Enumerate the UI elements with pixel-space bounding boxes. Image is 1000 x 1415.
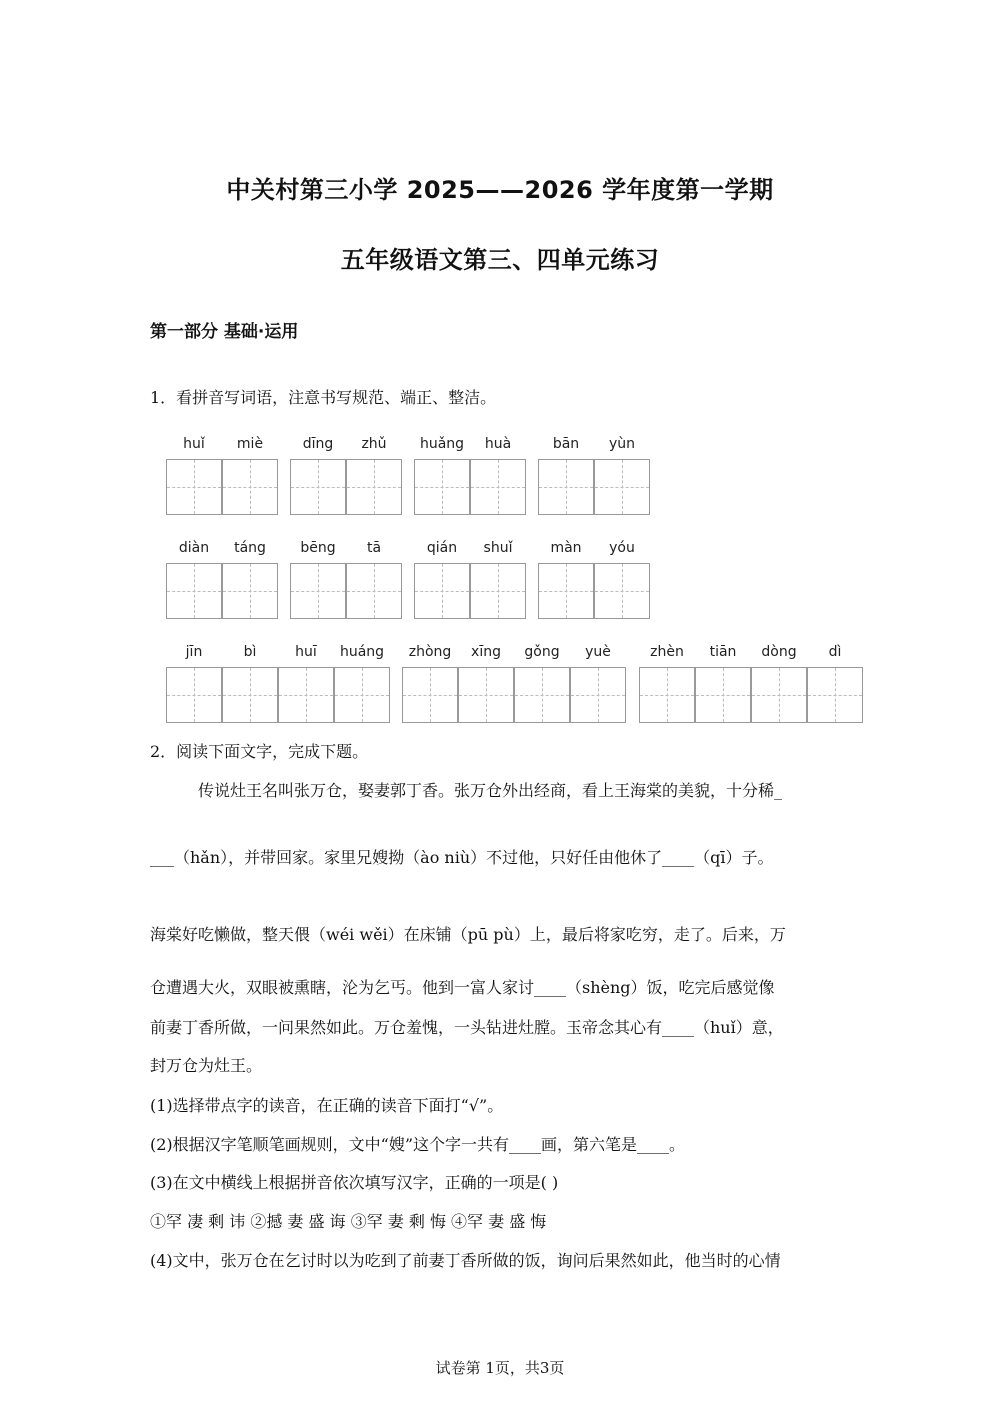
writing-cell[interactable] [470, 563, 526, 619]
writing-cell[interactable] [166, 563, 222, 619]
pinyin-label: dīng [302, 436, 334, 452]
pinyin-label: yóu [609, 540, 635, 556]
writing-cell[interactable] [751, 667, 807, 723]
pinyin-label: zhòng [408, 644, 452, 660]
pinyin-label: huà [484, 436, 512, 452]
writing-cell[interactable] [346, 459, 402, 515]
word-box-group [402, 644, 626, 723]
pinyin-label: zhèn [650, 644, 684, 660]
pinyin-label: huī [295, 644, 317, 660]
pinyin-label: huǎng [419, 436, 465, 452]
pinyin-label: bì [243, 644, 257, 660]
pinyin-label: dòng [761, 644, 797, 660]
pinyin-label: tiān [709, 644, 737, 660]
pinyin-label: táng [234, 540, 266, 556]
passage-line: ___（hǎn），并带回家。家里兄嫂拗（ào niù）不过他，只好任由他休了____（qī）子。 [150, 848, 774, 867]
writing-cell[interactable] [695, 667, 751, 723]
word-box-group [290, 540, 402, 619]
writing-cell[interactable] [290, 459, 346, 515]
writing-cell[interactable] [470, 459, 526, 515]
pinyin-label: jīn [185, 644, 203, 660]
word-box-group [414, 540, 526, 619]
passage-line: 海棠好吃懒做，整天偎（wéi wěi）在床铺（pū pù）上，最后将家吃穷，走了。后来，万 [150, 925, 786, 944]
writing-cell[interactable] [538, 459, 594, 515]
passage-line: 传说灶王名叫张万仓，娶妻郭丁香。张万仓外出经商，看上王海棠的美貌，十分稀_ [198, 781, 783, 800]
writing-cell[interactable] [414, 459, 470, 515]
pinyin-label: huáng [339, 644, 385, 660]
question-2-prompt: 2．阅读下面文字，完成下题。 [150, 742, 369, 761]
pinyin-label: yuè [585, 644, 611, 660]
pinyin-label: bēng [300, 540, 336, 556]
writing-cell[interactable] [538, 563, 594, 619]
pinyin-label: gǒng [524, 644, 560, 660]
passage-line: 仓遭遇大火，双眼被熏瞎，沦为乞丐。他到一富人家讨____（shèng）饭，吃完后感觉像 [150, 978, 775, 997]
writing-cell[interactable] [414, 563, 470, 619]
writing-cell[interactable] [222, 563, 278, 619]
writing-cell[interactable] [594, 563, 650, 619]
pinyin-label: tā [366, 540, 382, 556]
pinyin-label: zhǔ [361, 436, 387, 452]
pinyin-label: huǐ [183, 436, 205, 452]
pinyin-label: bān [552, 436, 580, 452]
writing-cell[interactable] [514, 667, 570, 723]
writing-cell[interactable] [334, 667, 390, 723]
writing-cell[interactable] [222, 667, 278, 723]
writing-cell[interactable] [278, 667, 334, 723]
writing-cell[interactable] [570, 667, 626, 723]
writing-cell[interactable] [458, 667, 514, 723]
word-box-group [166, 540, 278, 619]
writing-cell[interactable] [166, 667, 222, 723]
writing-cell[interactable] [166, 459, 222, 515]
word-box-group [166, 644, 390, 723]
subquestion-3: (3)在文中横线上根据拼音依次填写汉字，正确的一项是( ) [150, 1173, 559, 1192]
question-1-prompt: 1．看拼音写词语，注意书写规范、端正、整洁。 [150, 388, 497, 407]
passage-line: 前妻丁香所做，一问果然如此。万仓羞愧，一头钻进灶膛。玉帝念其心有____（huǐ）意， [150, 1018, 784, 1037]
writing-cell[interactable] [594, 459, 650, 515]
word-box-group [538, 436, 650, 515]
pinyin-label: qián [426, 540, 458, 556]
word-box-group [639, 644, 863, 723]
pinyin-label: diàn [178, 540, 210, 556]
word-box-group [538, 540, 650, 619]
subquestion-3-options: ①罕 凄 剩 讳 ②撼 妻 盛 诲 ③罕 妻 剩 悔 ④罕 妻 盛 悔 [150, 1212, 547, 1231]
writing-cell[interactable] [290, 563, 346, 619]
subquestion-1: (1)选择带点字的读音，在正确的读音下面打“√”。 [150, 1096, 504, 1115]
passage-line: 封万仓为灶王。 [150, 1056, 263, 1075]
part-heading: 第一部分 基础·运用 [150, 322, 299, 342]
word-box-group [414, 436, 526, 515]
exam-title: 中关村第三小学 2025——2026 学年度第一学期 [226, 176, 774, 204]
writing-cell[interactable] [346, 563, 402, 619]
writing-cell[interactable] [402, 667, 458, 723]
subquestion-4: (4)文中，张万仓在乞讨时以为吃到了前妻丁香所做的饭，询问后果然如此，他当时的心情 [150, 1251, 781, 1270]
pinyin-label: miè [236, 436, 264, 452]
pinyin-label: màn [550, 540, 582, 556]
pinyin-label: xīng [471, 644, 501, 660]
word-box-group [290, 436, 402, 515]
writing-cell[interactable] [807, 667, 863, 723]
pinyin-label: dì [828, 644, 842, 660]
exam-subtitle: 五年级语文第三、四单元练习 [340, 246, 660, 274]
writing-cell[interactable] [222, 459, 278, 515]
pinyin-label: shuǐ [483, 540, 513, 556]
subquestion-2: (2)根据汉字笔顺笔画规则，文中“嫂”这个字一共有____画，第六笔是____。 [150, 1135, 686, 1154]
writing-cell[interactable] [639, 667, 695, 723]
word-box-group [166, 436, 278, 515]
page-footer: 试卷第 1页，共3页 [435, 1359, 565, 1377]
pinyin-label: yùn [608, 436, 636, 452]
